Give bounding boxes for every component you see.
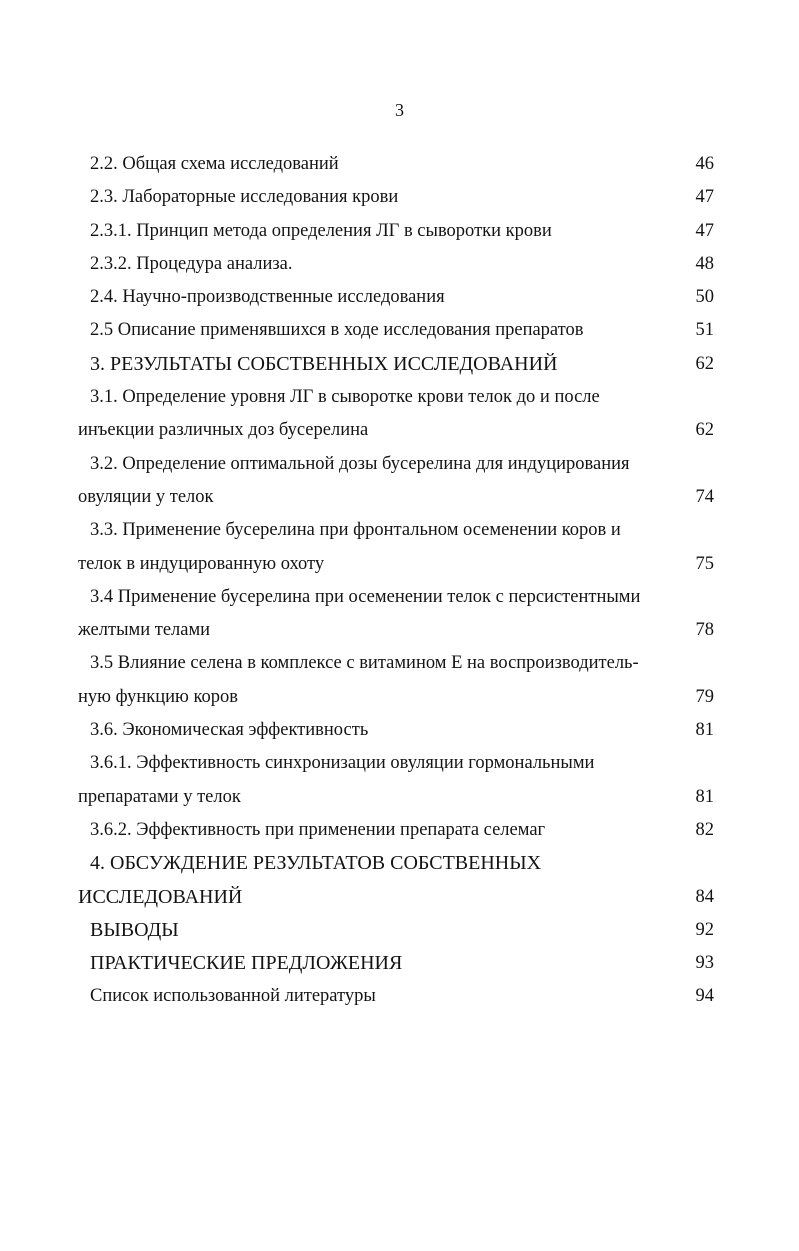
toc-entry-page-number: 79 — [695, 686, 714, 707]
toc-entry-page-number: 93 — [695, 953, 714, 974]
toc-entry-page-number: 46 — [695, 154, 714, 174]
toc-entry-page-number: 81 — [695, 786, 714, 807]
table-of-contents — [78, 148, 718, 1014]
page-number: 3 — [395, 100, 404, 120]
toc-entry — [78, 514, 718, 581]
toc-entry — [78, 448, 718, 515]
toc-entry-title-line: телок в индуцированную охоту — [78, 553, 325, 574]
toc-entry — [78, 181, 718, 214]
toc-entry-title-line: 2.3. Лабораторные исследования крови — [90, 187, 399, 208]
toc-entry-page-number: 62 — [695, 353, 714, 374]
toc-entry-page-number: 92 — [695, 919, 714, 940]
toc-entry-title-line: ИССЛЕДОВАНИЙ — [78, 885, 243, 908]
toc-entry — [78, 947, 718, 980]
toc-entry-title-line: 3.6.2. Эффективность при применении препарата селемаг — [90, 819, 546, 840]
toc-entry-title-line: ПРАКТИЧЕСКИЕ ПРЕДЛОЖЕНИЯ — [90, 952, 403, 975]
toc-entry-title-line: 2.2. Общая схема исследований — [90, 154, 339, 174]
toc-entry — [78, 847, 718, 914]
toc-entry-page-number: 48 — [695, 253, 714, 274]
toc-entry-page-number: 82 — [695, 819, 714, 840]
toc-entry-title-line: инъекции различных доз бусерелина — [78, 420, 369, 441]
toc-entry-page-number: 94 — [695, 986, 714, 1007]
toc-entry-title-line: 3.3. Применение бусерелина при фронтальном осеменении коров и — [90, 520, 621, 541]
toc-entry-title-line: 2.4. Научно-производственные исследования — [90, 287, 445, 308]
toc-entry-title-line: 3. РЕЗУЛЬТАТЫ СОБСТВЕННЫХ ИССЛЕДОВАНИЙ — [90, 352, 558, 375]
toc-entry-title-line: 3.6.1. Эффективность синхронизации овуляции гормональными — [90, 753, 595, 774]
toc-entry-title-line: 2.3.2. Процедура анализа. — [90, 253, 293, 274]
toc-entry — [78, 348, 718, 381]
toc-entry-title-line: желтыми телами — [78, 620, 211, 641]
toc-entry — [78, 980, 718, 1013]
toc-entry-title-line: ную функцию коров — [78, 686, 239, 707]
toc-entry-page-number: 74 — [695, 486, 714, 507]
toc-entry-title-line: 3.1. Определение уровня ЛГ в сыворотке крови телок до и после — [90, 387, 600, 408]
toc-entry-page-number: 51 — [695, 320, 714, 341]
toc-entry-title-line: 2.3.1. Принцип метода определения ЛГ в сыворотки крови — [90, 220, 552, 241]
toc-entry-title-line: 3.4 Применение бусерелина при осеменении телок с персистентными — [90, 586, 641, 607]
toc-entry-page-number: 50 — [695, 287, 714, 308]
toc-entry — [78, 647, 718, 714]
toc-entry-title-line: 3.5 Влияние селена в комплексе с витамином Е на воспроизводитель- — [90, 653, 639, 674]
toc-entry-title-line: 4. ОБСУЖДЕНИЕ РЕЗУЛЬТАТОВ СОБСТВЕННЫХ — [90, 852, 542, 875]
toc-entry — [78, 281, 718, 314]
toc-entry — [78, 581, 718, 648]
toc-entry-title-line: овуляции у телок — [78, 486, 214, 507]
toc-entry-page-number: 47 — [695, 220, 714, 241]
toc-entry-page-number: 84 — [695, 886, 714, 907]
toc-entry-page-number: 81 — [695, 720, 714, 741]
toc-entry-page-number: 62 — [695, 420, 714, 441]
toc-entry — [78, 381, 718, 448]
toc-entry-page-number: 75 — [695, 553, 714, 574]
toc-entry — [78, 248, 718, 281]
toc-entry-title-line: 3.6. Экономическая эффективность — [90, 720, 369, 741]
toc-entry — [78, 148, 718, 181]
toc-entry — [78, 747, 718, 814]
toc-entry — [78, 914, 718, 947]
toc-entry — [78, 814, 718, 847]
toc-entry — [78, 714, 718, 747]
toc-entry — [78, 314, 718, 347]
toc-entry-page-number: 47 — [695, 187, 714, 208]
toc-entry-title-line: 3.2. Определение оптимальной дозы бусерелина для индуцирования — [90, 453, 630, 474]
toc-entry-title-line: Список использованной литературы — [90, 986, 376, 1007]
toc-entry-page-number: 78 — [695, 620, 714, 641]
toc-entry-title-line: препаратами у телок — [78, 786, 241, 807]
toc-entry-title-line: 2.5 Описание применявшихся в ходе исследования препаратов — [90, 320, 584, 341]
toc-entry-title-line: ВЫВОДЫ — [90, 918, 179, 941]
toc-entry — [78, 215, 718, 248]
